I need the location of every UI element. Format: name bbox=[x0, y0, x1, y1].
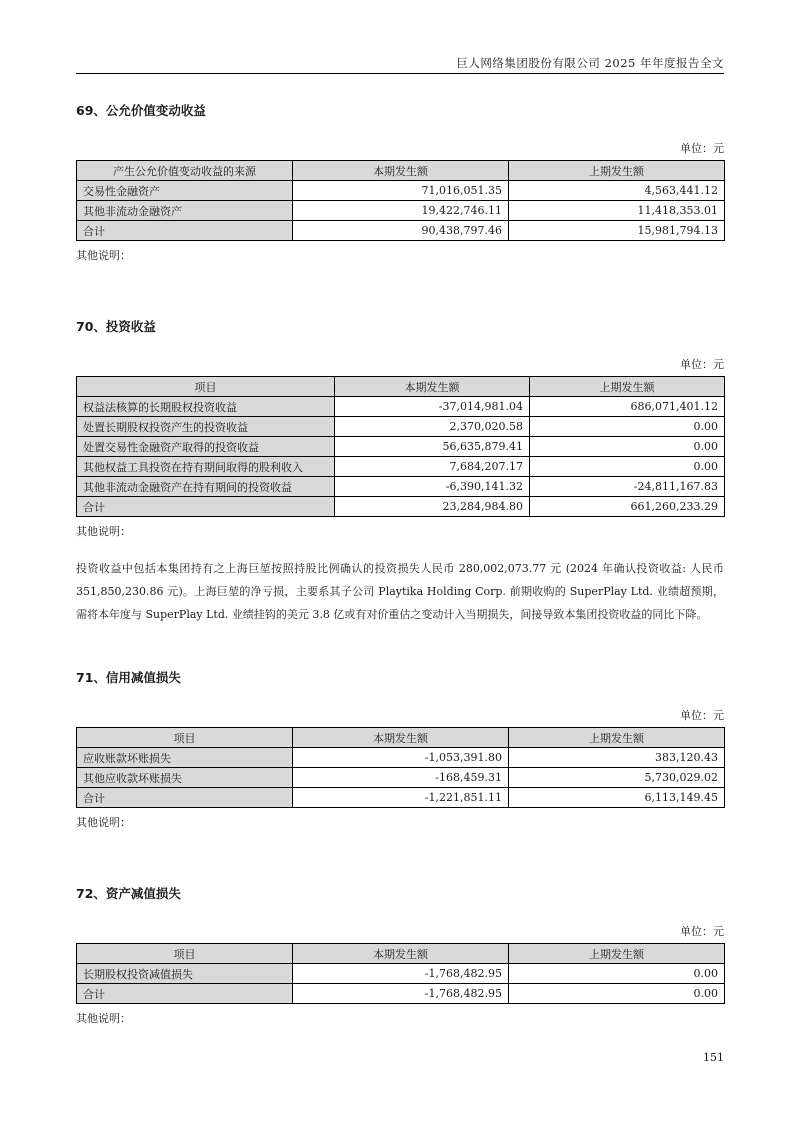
table-total-row bbox=[77, 788, 725, 808]
current-period-value: 2,370,020.58 bbox=[335, 417, 530, 437]
prior-period-value: 0.00 bbox=[530, 437, 725, 457]
prior-period-value: 0.00 bbox=[509, 984, 725, 1004]
prior-period-value: 5,730,029.02 bbox=[509, 768, 725, 788]
prior-period-value: 4,563,441.12 bbox=[509, 181, 725, 201]
row-label: 合计 bbox=[77, 221, 293, 241]
prior-period-value: 15,981,794.13 bbox=[509, 221, 725, 241]
section-title: 72、资产减值损失 bbox=[76, 886, 181, 901]
row-label: 合计 bbox=[77, 984, 293, 1004]
unit-label: 单位：元 bbox=[680, 925, 724, 938]
unit-label: 单位：元 bbox=[680, 358, 724, 371]
unit-label: 单位：元 bbox=[680, 142, 724, 155]
current-period-value: -1,053,391.80 bbox=[293, 748, 509, 768]
table-row bbox=[77, 457, 725, 477]
row-label: 应收账款坏账损失 bbox=[77, 748, 293, 768]
column-header: 项目 bbox=[77, 944, 293, 964]
prior-period-value: 0.00 bbox=[509, 964, 725, 984]
row-label: 合计 bbox=[77, 497, 335, 517]
column-header: 本期发生额 bbox=[335, 377, 530, 397]
row-label: 其他权益工具投资在持有期间取得的股利收入 bbox=[77, 457, 335, 477]
table-row bbox=[77, 768, 725, 788]
table-row bbox=[77, 181, 725, 201]
section-asset-impairment bbox=[76, 884, 724, 1026]
column-header: 产生公允价值变动收益的来源 bbox=[77, 161, 293, 181]
table-header-row bbox=[77, 728, 725, 748]
column-header: 本期发生额 bbox=[293, 944, 509, 964]
table-total-row bbox=[77, 984, 725, 1004]
column-header: 上期发生额 bbox=[509, 728, 725, 748]
row-label: 其他非流动金融资产在持有期间的投资收益 bbox=[77, 477, 335, 497]
table-header-row bbox=[77, 377, 725, 397]
section-title: 69、公允价值变动收益 bbox=[76, 103, 206, 118]
row-label: 合计 bbox=[77, 788, 293, 808]
current-period-value: -6,390,141.32 bbox=[335, 477, 530, 497]
column-header: 本期发生额 bbox=[293, 161, 509, 181]
column-header: 上期发生额 bbox=[530, 377, 725, 397]
section-title: 71、信用减值损失 bbox=[76, 670, 181, 685]
table-row bbox=[77, 397, 725, 417]
current-period-value: 71,016,051.35 bbox=[293, 181, 509, 201]
unit-label: 单位：元 bbox=[680, 709, 724, 722]
prior-period-value: 383,120.43 bbox=[509, 748, 725, 768]
current-period-value: -168,459.31 bbox=[293, 768, 509, 788]
prior-period-value: 6,113,149.45 bbox=[509, 788, 725, 808]
prior-period-value: 686,071,401.12 bbox=[530, 397, 725, 417]
prior-period-value: 0.00 bbox=[530, 457, 725, 477]
row-label: 其他非流动金融资产 bbox=[77, 201, 293, 221]
investment-income-explanation: 投资收益中包括本集团持有之上海巨堃按照持股比例确认的投资损失人民币 280,002,073.77 元 (2024 年确认投资收益: 人民币 351,850,230.86 元)。上海巨堃的净亏损，主要系其子公司 Playtika Holding Corp. 前期收购的 SuperPlay Ltd. 业绩超预期，需将本年度与 SuperPlay Ltd. 业绩挂钩的美元 3.8 亿或有对价重估之变动计入当期损失，间接导致本集团投资收益的同比下降。 bbox=[76, 562, 724, 621]
current-period-value: -37,014,981.04 bbox=[335, 397, 530, 417]
credit-impairment-table bbox=[76, 727, 725, 808]
section-title: 70、投资收益 bbox=[76, 319, 156, 334]
row-label: 处置交易性金融资产取得的投资收益 bbox=[77, 437, 335, 457]
current-period-value: 19,422,746.11 bbox=[293, 201, 509, 221]
table-row bbox=[77, 964, 725, 984]
table-header-row bbox=[77, 944, 725, 964]
table-row bbox=[77, 437, 725, 457]
table-total-row bbox=[77, 497, 725, 517]
other-notes-label: 其他说明： bbox=[76, 1012, 131, 1025]
other-notes-label: 其他说明： bbox=[76, 249, 131, 262]
report-header-title: 巨人网络集团股份有限公司 2025 年年度报告全文 bbox=[456, 56, 724, 70]
header-divider bbox=[76, 73, 724, 74]
investment-income-table bbox=[76, 376, 725, 517]
row-label: 其他应收款坏账损失 bbox=[77, 768, 293, 788]
column-header: 上期发生额 bbox=[509, 944, 725, 964]
prior-period-value: 0.00 bbox=[530, 417, 725, 437]
current-period-value: 90,438,797.46 bbox=[293, 221, 509, 241]
column-header: 上期发生额 bbox=[509, 161, 725, 181]
column-header: 项目 bbox=[77, 728, 293, 748]
table-header-row bbox=[77, 161, 725, 181]
current-period-value: 7,684,207.17 bbox=[335, 457, 530, 477]
row-label: 处置长期股权投资产生的投资收益 bbox=[77, 417, 335, 437]
table-row bbox=[77, 201, 725, 221]
section-investment-income bbox=[76, 317, 724, 626]
table-total-row bbox=[77, 221, 725, 241]
current-period-value: -1,221,851.11 bbox=[293, 788, 509, 808]
prior-period-value: -24,811,167.83 bbox=[530, 477, 725, 497]
asset-impairment-table bbox=[76, 943, 725, 1004]
current-period-value: -1,768,482.95 bbox=[293, 964, 509, 984]
section-fair-value-gains bbox=[76, 101, 724, 263]
row-label: 权益法核算的长期股权投资收益 bbox=[77, 397, 335, 417]
table-row bbox=[77, 417, 725, 437]
other-notes-label: 其他说明： bbox=[76, 816, 131, 829]
current-period-value: -1,768,482.95 bbox=[293, 984, 509, 1004]
prior-period-value: 661,260,233.29 bbox=[530, 497, 725, 517]
column-header: 项目 bbox=[77, 377, 335, 397]
row-label: 长期股权投资减值损失 bbox=[77, 964, 293, 984]
page-number: 151 bbox=[703, 1051, 724, 1064]
section-credit-impairment bbox=[76, 668, 724, 830]
row-label: 交易性金融资产 bbox=[77, 181, 293, 201]
other-notes-label: 其他说明： bbox=[76, 525, 131, 538]
current-period-value: 23,284,984.80 bbox=[335, 497, 530, 517]
prior-period-value: 11,418,353.01 bbox=[509, 201, 725, 221]
column-header: 本期发生额 bbox=[293, 728, 509, 748]
table-row bbox=[77, 477, 725, 497]
current-period-value: 56,635,879.41 bbox=[335, 437, 530, 457]
fair-value-table bbox=[76, 160, 725, 241]
table-row bbox=[77, 748, 725, 768]
